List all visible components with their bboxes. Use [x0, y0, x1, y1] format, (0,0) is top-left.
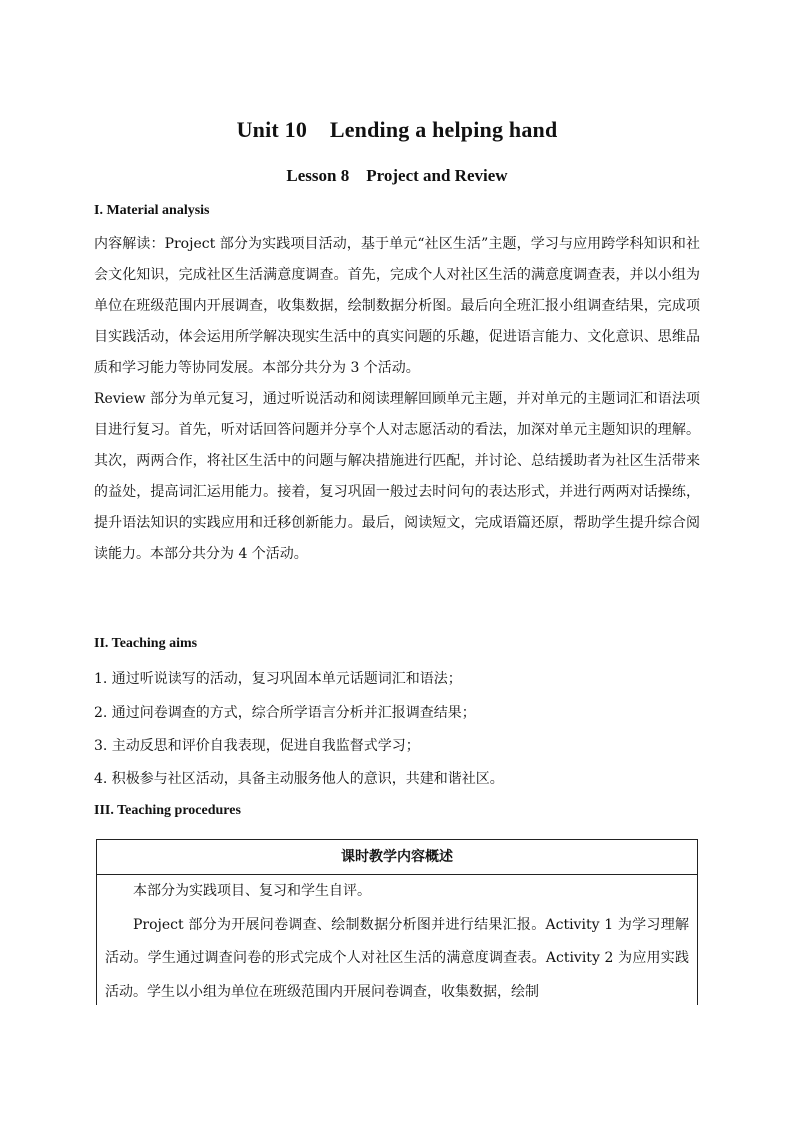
aim-item: 1. 通过听说读写的活动，复习巩固本单元话题词汇和语法；: [94, 671, 462, 687]
lesson-summary-table: [96, 839, 698, 1005]
summary-intro-paragraph: 本部分为实践项目、复习和学生自评。: [133, 883, 371, 899]
summary-table-body: [97, 875, 697, 1005]
content-interpretation-paragraph: 内容解读：Project 部分为实践项目活动，基于单元“社区生活”主题，学习与应用跨学科知识和社会文化知识，完成社区生活满意度调查。首先，完成个人对社区生活的满意度调查表，并以小组为单位在班级范围内开展调查，收集数据，绘制数据分析图。最后向全班汇报小组调查结果，完成项目实践活动，体会运用所学解决现实生活中的真实问题的乐趣，促进语言能力、文化意识、思维品质和学习能力等协同发展。本部分共分为 3 个活动。: [94, 236, 700, 376]
aim-item: 4. 积极参与社区活动，具备主动服务他人的意识，共建和谐社区。: [94, 771, 504, 787]
teaching-aims-heading: II. Teaching aims: [94, 636, 198, 651]
unit-title: Unit 10 Lending a helping hand: [236, 117, 558, 142]
teaching-procedures-heading: III. Teaching procedures: [94, 803, 241, 818]
summary-table-header: 课时教学内容概述: [97, 840, 697, 875]
material-analysis-heading: I. Material analysis: [94, 203, 210, 218]
material-analysis-text: [94, 229, 700, 570]
aim-item: 3. 主动反思和评价自我表现，促进自我监督式学习；: [94, 738, 420, 754]
summary-project-paragraph: Project 部分为开展问卷调查、绘制数据分析图并进行结果汇报。Activity 1 为学习理解活动。学生通过调查问卷的形式完成个人对社区生活的满意度调查表。Activity 2 为应用实践活动。学生以小组为单位在班级范围内开展问卷调查，收集数据，绘制: [105, 916, 689, 1000]
lesson-subtitle: Lesson 8 Project and Review: [286, 166, 508, 185]
aim-item: 2. 通过问卷调查的方式，综合所学语言分析并汇报调查结果；: [94, 705, 476, 721]
review-paragraph: Review 部分为单元复习，通过听说活动和阅读理解回顾单元主题，并对单元的主题词汇和语法项目进行复习。首先，听对话回答问题并分享个人对志愿活动的看法，加深对单元主题知识的理解。其次，两两合作，将社区生活中的问题与解决措施进行匹配，并讨论、总结援助者为社区生活带来的益处，提高词汇运用能力。接着，复习巩固一般过去时问句的表达形式，并进行两两对话操练，提升语法知识的实践应用和迁移创新能力。最后，阅读短文，完成语篇还原，帮助学生提升综合阅读能力。本部分共分为 4 个活动。: [94, 391, 700, 562]
